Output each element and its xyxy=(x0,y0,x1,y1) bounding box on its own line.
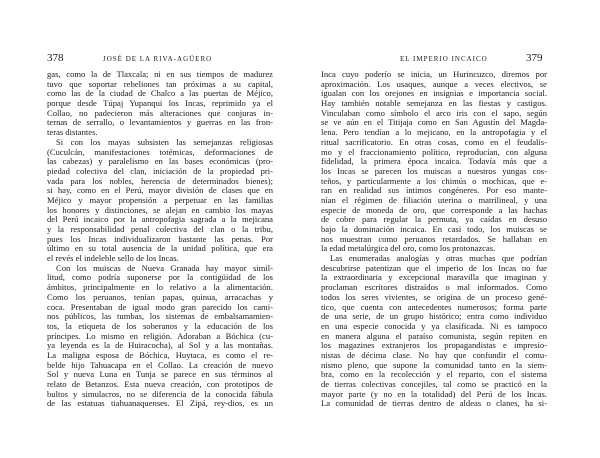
text-line: y la responsabilidad penal colectiva del clan o la tribu, xyxy=(47,225,273,234)
text-line: el revés el indeleble sello de los Incas. xyxy=(47,254,179,264)
text-line: piedad colectiva del clan, iniciación de la propiedad pri- xyxy=(47,166,273,176)
text-line: fidelidad, la primera época incaica. Todavía más que a xyxy=(321,157,547,167)
text-line: Las enumeradas analogías y otras muchas que podrían xyxy=(330,254,547,264)
text-line: bultos y simulacros, no se diferencia de la conocida fábula xyxy=(47,389,273,399)
text-line: Vinculaban como símbolo el arco iris con el sapo, según xyxy=(321,108,547,118)
text-line: proclaman escritores distraídos o mal informados. Como xyxy=(321,283,547,293)
text-line: la edad metalúrgica del oro, como los protonazcas. xyxy=(321,244,496,254)
text-line: mayor parte (y no en la totalidad) del Perú de los Incas. xyxy=(321,389,547,399)
text-line: nistas de décima clase. No hay que confundir el comu- xyxy=(321,350,547,360)
text-line: ámbitos, principalmente en lo relativo a la alimentación. xyxy=(47,283,273,293)
text-line: como las de la ciudad de Chalco a las puertas de Méjico, xyxy=(47,89,273,99)
running-head: EL IMPERIO INCAICO xyxy=(400,55,488,63)
text-line: La comunidad de tierras dentro de aldeas o clanes, ha si- xyxy=(321,399,547,409)
right-page xyxy=(300,0,590,458)
text-line: especie de moneda de oro, que corresponde a las hachas xyxy=(321,205,547,215)
text-line: la extraordinaria y excepcional maravilla que imaginan y xyxy=(321,273,547,283)
text-line: gas, como la de Tlaxcala; ni en sus tiempos de madurez xyxy=(47,70,273,79)
running-head: JOSÉ DE LA RIVA-AGÜERO xyxy=(103,55,213,63)
text-line: de las estatuas tiahuanaquenses. El Zipá, rey-dios, es un xyxy=(47,399,273,409)
text-line: Sol y nueva Luna en Tunja se parece en sus términos al xyxy=(47,370,273,380)
text-line: bra, como en la recolección y el reparto, con el sistema xyxy=(321,370,547,380)
text-line: aproximación. Los usaques, aunque a veces electivos, se xyxy=(321,79,547,89)
text-line: igualan con los orejones en insignias e importancia social. xyxy=(321,89,547,99)
text-line: nían el régimen de filiación uterina o matrilineal, y una xyxy=(321,195,547,205)
text-line: nismo pleno, que supone la comunidad tanto en la siem- xyxy=(321,360,547,370)
text-line: ya leyenda es la de Huiracocha), al Sol y a las montañas. xyxy=(47,341,273,351)
text-line: descubrirse patentizan que el imperio de los Incas no fue xyxy=(321,263,547,273)
text-line: (Cuculcán, manifestaciones totémicas, deformaciones de xyxy=(47,147,273,157)
text-line: los magazines extranjeros los propagandistas e impresio- xyxy=(321,341,547,351)
text-line: Como los peruanos, tenían papas, quinua, arracachas y xyxy=(47,292,273,302)
text-line: nos públicos, las tumbas, los sistemas de embalsamamien- xyxy=(47,312,273,322)
text-line: se ve aún en el Titijaja como en San Agustín del Magda- xyxy=(321,118,547,128)
text-line: porque desde Túpaj Yupanqui los Incas, reprimido ya el xyxy=(47,99,273,109)
text-line: tos, la etiqueta de los soberanos y la educación de los xyxy=(47,321,273,331)
text-line: las cabezas) y paralelismo en las bases económicas (pro- xyxy=(47,157,273,167)
text-line: ternas de serrallo, o levantamientos y guerras en las fron- xyxy=(47,118,273,128)
text-line: litud, como podría suponerse por la contigüidad de los xyxy=(47,273,273,283)
text-line: príncipes. Lo mismo en religión. Adoraban a Bóchica (cu- xyxy=(47,331,273,341)
text-line: de tierras colectivas concejiles, tal como se practicó en la xyxy=(321,380,547,389)
text-line: todos los seres vivientes, se origina de un proceso gené- xyxy=(321,292,547,302)
text-line: teños, y particularmente a los chimús o mochicas, que e- xyxy=(321,176,547,186)
text-line: tuvo que soportar rebeliones tan próximas a su capital, xyxy=(47,79,273,89)
page-number: 378 xyxy=(47,52,64,64)
text-line: bajo la dominación incaica. En casi todo, los muiscas se xyxy=(321,225,547,234)
text-line: mo y el fraccionamiento político, reproducían, con alguna xyxy=(321,147,547,157)
text-line: en una especie conocida y ya clasificada. Ni es tampoco xyxy=(321,321,547,331)
text-line: Con los muiscas de Nueva Granada hay mayor simil- xyxy=(56,263,273,273)
text-line: de cobre para regular la permuta, ya caídas en desuso xyxy=(321,215,547,225)
text-line: vada para los nobles, herencia de determinados bienes); xyxy=(47,176,273,186)
text-line: en manera alguna el paraíso comunista, según repiten en xyxy=(321,331,547,341)
text-line: pues los Incas individualizaron bastante las penas. Por xyxy=(47,234,273,244)
text-line: Hay también notable semejanza en las fiestas y castigos. xyxy=(321,99,547,109)
page-number: 379 xyxy=(526,52,543,64)
left-page xyxy=(0,0,290,458)
text-line: La maligna esposa de Bóchica, Huytaca, es como el re- xyxy=(47,350,273,360)
text-line: nos muestran como peruanos retardados. Se hallaban en xyxy=(321,234,547,244)
text-line: belde hijo Tahuacapa en el Collao. La creación de nuevo xyxy=(47,360,273,370)
text-line: ritual sacrificatorio. En otras cosas, como en el feudalis- xyxy=(321,137,547,147)
text-line: del Perú incaico por la antropofagia sagrada a la mejicana xyxy=(47,215,273,225)
text-line: Si con los mayas subsisten las semejanzas religiosas xyxy=(56,137,273,147)
text-line: relato de Betanzos. Esta nueva creación, con prototipos de xyxy=(47,380,273,389)
text-line: si hay, como en el Perú, mayor división de clases que en xyxy=(47,186,273,196)
text-line: teras distantes. xyxy=(47,128,98,138)
text-line: los Incas se parecen los muiscas a nuestros yungas cos- xyxy=(321,166,547,176)
text-line: coca. Presentaban de igual modo gran parecido los cami- xyxy=(47,302,273,312)
text-line: último en su total ausencia de la unidad política, que era xyxy=(47,244,273,254)
text-line: ran en realidad sus íntimos congéneres. Por eso mante- xyxy=(321,186,547,196)
page-body xyxy=(47,70,273,409)
text-line: lena. Pero tendían a lo mejicano, en la antropofagia y el xyxy=(321,128,547,138)
text-line: Inca cuyo poderío se inicia, un Hurincuzco, diremos por xyxy=(321,70,547,79)
text-line: tico, que cuenta con antecedentes numerosos; forma parte xyxy=(321,302,547,312)
page-body xyxy=(321,70,547,409)
text-line: Méjico y mayor propensión a perpetuar en las familias xyxy=(47,195,273,205)
text-line: Collao, no padecieron más alteraciones que conjuras in- xyxy=(47,108,273,118)
text-line: los honores y distinciones, se alejan en cambio los mayas xyxy=(47,205,273,215)
text-line: de una serie, de un grupo histórico; entra como individuo xyxy=(321,312,547,322)
